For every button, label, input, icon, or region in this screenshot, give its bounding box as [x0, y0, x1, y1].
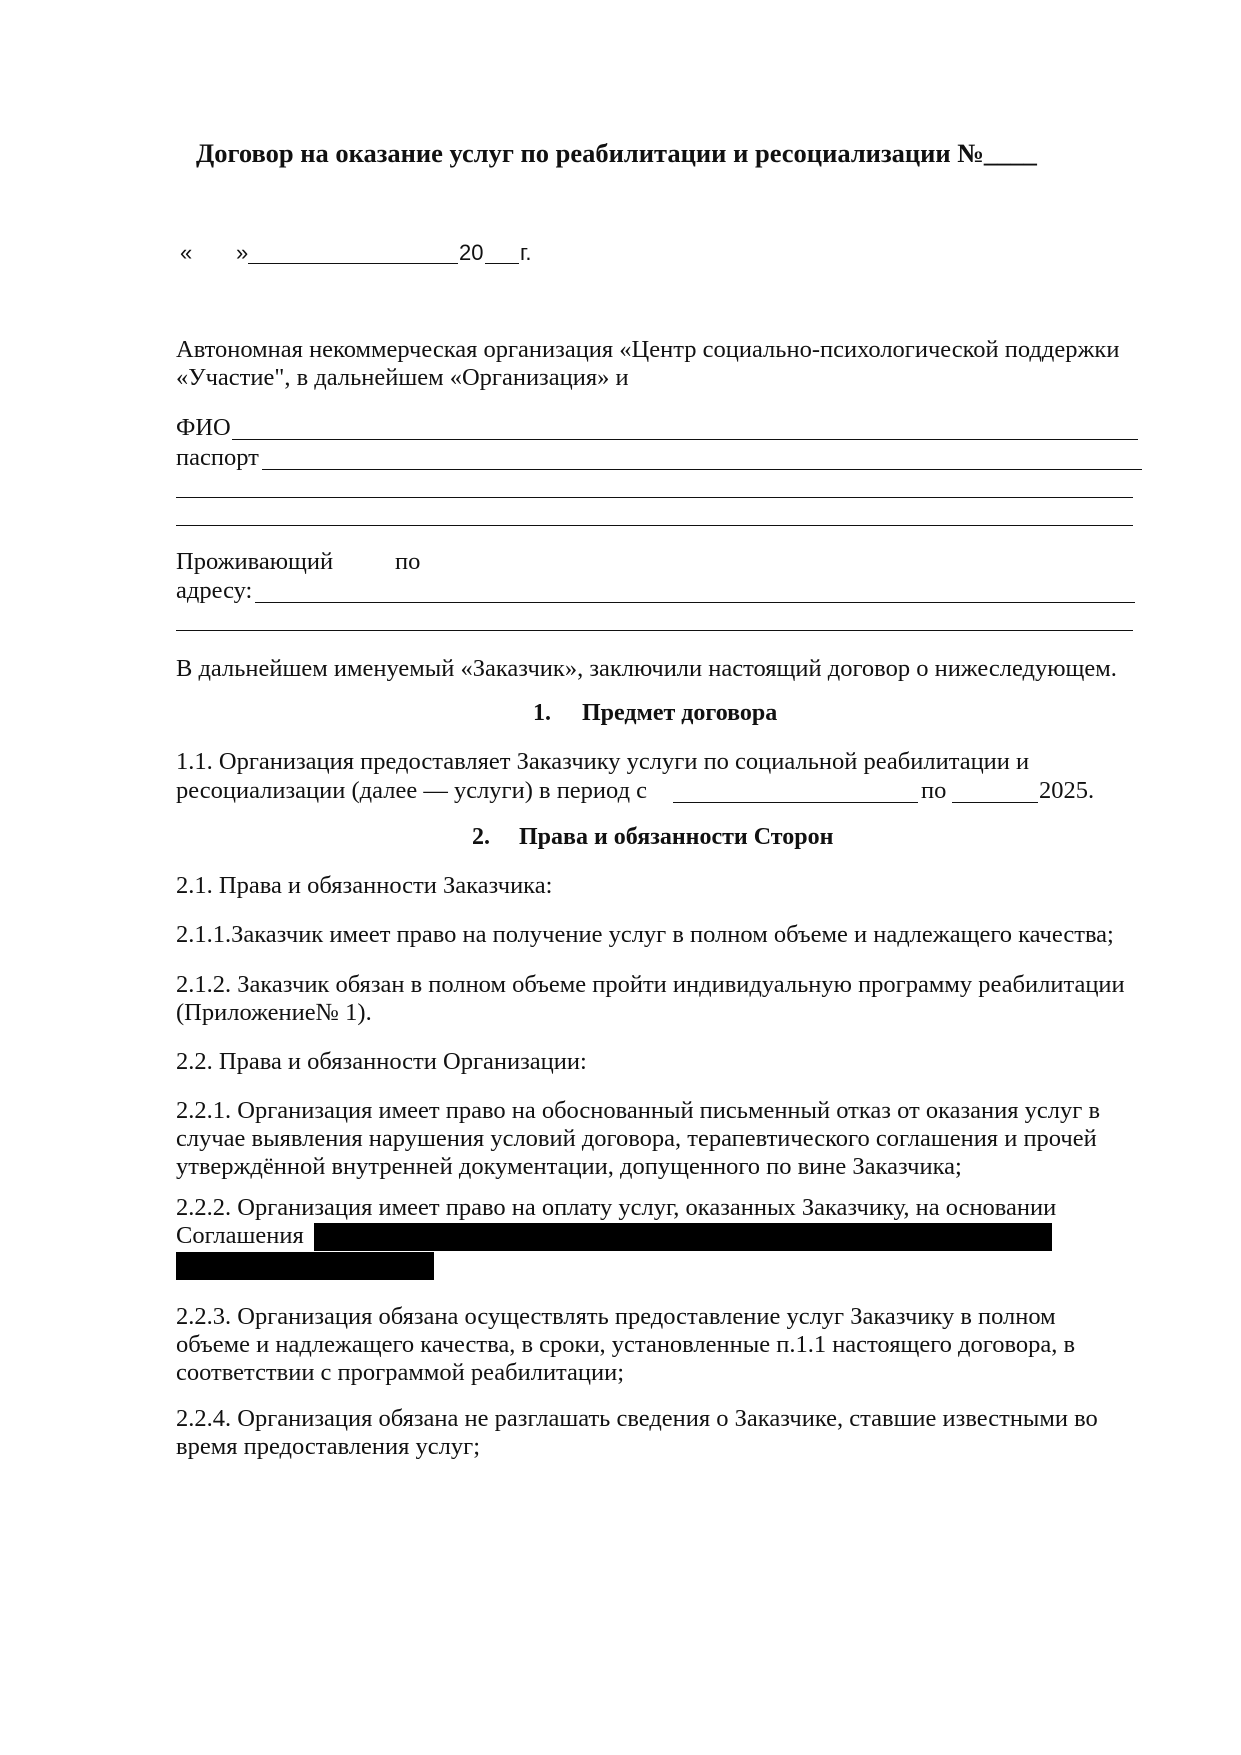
clause-1-1-line2: ресоциализации (далее — услуги) в период с — [176, 777, 648, 804]
passport-blank-line3[interactable] — [176, 525, 1133, 526]
date-open-quote: « — [180, 240, 193, 265]
clause-1-1-line1: 1.1. Организация предоставляет Заказчику услуги по социальной реабилитации и — [176, 748, 1030, 775]
clause-1-1-po: по — [921, 777, 947, 804]
clause-2-2-1-line3: утверждённой внутренней документации, допущенного по вине Заказчика; — [176, 1153, 962, 1180]
clause-2-2-3-line2: объеме и надлежащего качества, в сроки, установленные п.1.1 настоящего договора, в — [176, 1331, 1076, 1358]
address-blank[interactable] — [255, 602, 1135, 603]
clause-2-2-2-line2: Соглашения — [176, 1222, 304, 1249]
org-intro-line2: «Участие", в дальнейшем «Организация» и — [176, 364, 629, 391]
clause-2-2-4-line1: 2.2.4. Организация обязана не разглашать сведения о Заказчике, ставшие известными во — [176, 1405, 1098, 1432]
section-1-title: Предмет договора — [582, 700, 778, 726]
date-year-prefix: 20 — [459, 240, 484, 265]
period-end-blank[interactable] — [952, 802, 1038, 803]
clause-2-1: 2.1. Права и обязанности Заказчика: — [176, 872, 553, 899]
address-blank-line2[interactable] — [176, 630, 1133, 631]
date-year-suffix: г. — [520, 240, 532, 265]
passport-blank-line2[interactable] — [176, 497, 1133, 498]
passport-blank[interactable] — [262, 469, 1142, 470]
section-2-number: 2. — [472, 824, 490, 850]
clause-2-2-2-line1: 2.2.2. Организация имеет право на оплату услуг, оказанных Заказчику, на основании — [176, 1194, 1057, 1221]
clause-2-2-1-line1: 2.2.1. Организация имеет право на обоснованный письменный отказ от оказания услуг в — [176, 1097, 1101, 1124]
clause-2-1-2-line2: (Приложение№ 1). — [176, 999, 372, 1026]
section-1-number: 1. — [533, 700, 551, 726]
address-label: адресу: — [176, 577, 253, 604]
date-year-blank[interactable] — [485, 263, 519, 264]
org-intro-line1: Автономная некоммерческая организация «Центр социально-психологической поддержки — [176, 336, 1120, 363]
residing-label: Проживающий — [176, 548, 334, 575]
clause-2-1-1: 2.1.1.Заказчик имеет право на получение услуг в полном объеме и надлежащего качества; — [176, 921, 1114, 948]
date-close-quote: » — [236, 240, 249, 265]
clause-2-2-4-line2: время предоставления услуг; — [176, 1433, 481, 1460]
fio-blank[interactable] — [232, 439, 1138, 440]
clause-2-2-3-line1: 2.2.3. Организация обязана осуществлять предоставление услуг Заказчику в полном — [176, 1303, 1056, 1330]
passport-label: паспорт — [176, 444, 259, 471]
clause-1-1-year: 2025. — [1039, 777, 1095, 804]
clause-2-1-2-line1: 2.1.2. Заказчик обязан в полном объеме пройти индивидуальную программу реабилитации — [176, 971, 1125, 998]
customer-intro: В дальнейшем именуемый «Заказчик», заключили настоящий договор о нижеследующем. — [176, 655, 1117, 682]
clause-2-2-1-line2: случае выявления нарушения условий договора, терапевтического соглашения и прочей — [176, 1125, 1097, 1152]
redacted-block — [314, 1223, 1052, 1251]
clause-2-2-3-line3: соответствии с программой реабилитации; — [176, 1359, 625, 1386]
redacted-block — [176, 1252, 434, 1280]
residing-po: по — [395, 548, 421, 575]
period-start-blank[interactable] — [673, 802, 918, 803]
contract-title: Договор на оказание услуг по реабилитации и ресоциализации №____ — [196, 138, 1037, 168]
clause-2-2: 2.2. Права и обязанности Организации: — [176, 1048, 587, 1075]
section-2-title: Права и обязанности Сторон — [519, 824, 834, 850]
fio-label: ФИО — [176, 414, 231, 441]
date-month-blank[interactable] — [248, 263, 458, 264]
